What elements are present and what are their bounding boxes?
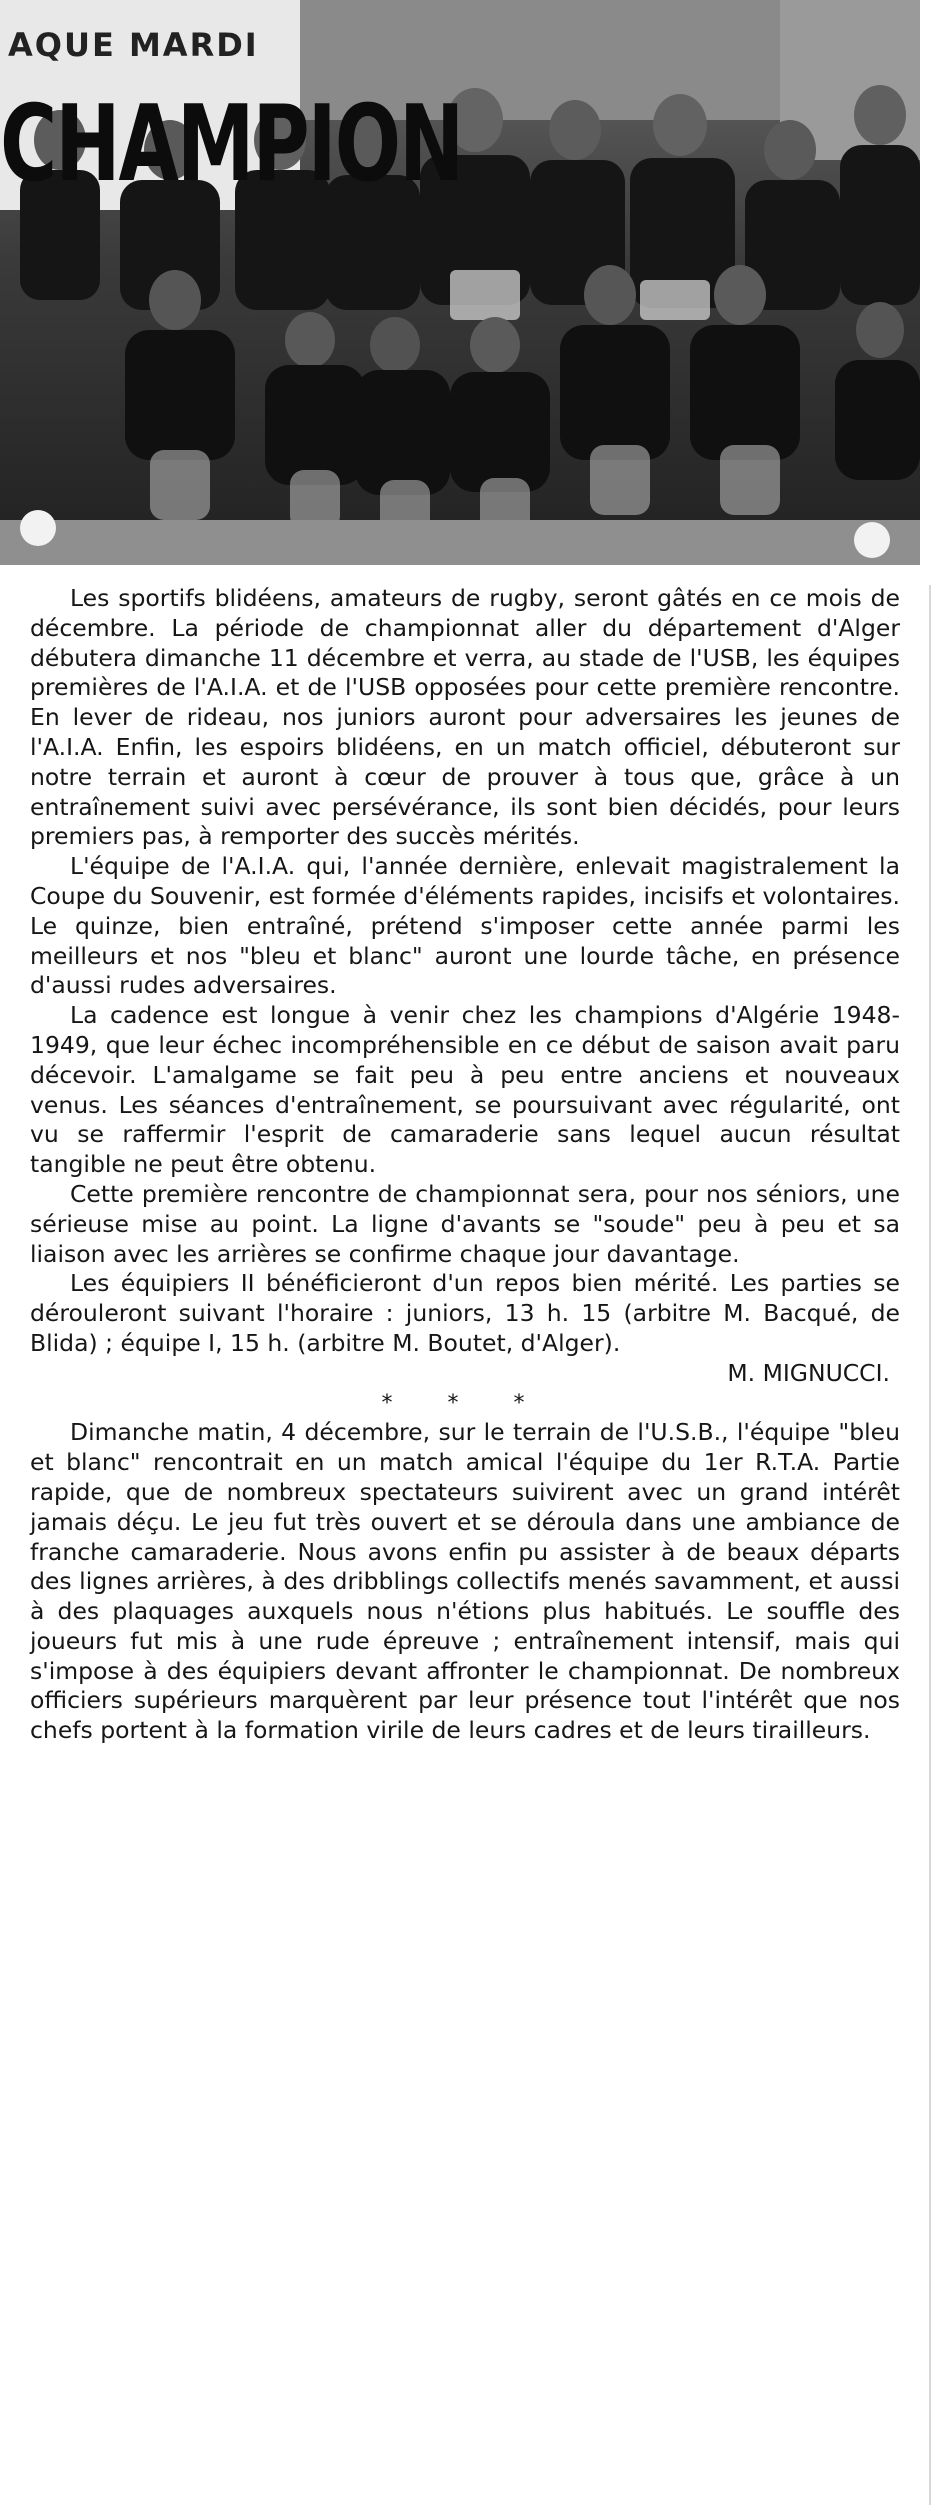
paragraph-3: La cadence est longue à venir chez les champions d'Algérie 1948-1949, que leur échec incompréhensible en ce début de saison avait paru décevoir. L'amalgame se fait peu à peu entre anciens et nouveaux venus. Les séances d'entraînement, se poursuivant avec régularité, ont vu se raffermir l'esprit de camaraderie sans lequel aucun résultat tangible ne peut être obtenu.	[30, 1001, 900, 1179]
banner-top-text: AQUE MARDI	[8, 26, 259, 64]
page-edge-line	[929, 585, 931, 2505]
article-body	[30, 584, 900, 1746]
paragraph-4: Cette première rencontre de championnat sera, pour nos séniors, une sérieuse mise au point. La ligne d'avants se "soude" peu à peu et sa liaison avec les arrières se confirme chaque jour davantage.	[30, 1179, 900, 1268]
photo-banner	[0, 0, 463, 206]
author-signature: M. MIGNUCCI.	[727, 1358, 890, 1387]
paragraph-1: Les sportifs blidéens, amateurs de rugby, seront gâtés en ce mois de décembre. La période de championnat aller du département d'Alger débutera dimanche 11 décembre et verra, au stade de l'USB, les équipes premières de l'A.I.A. et de l'USB opposées pour cette première rencontre. En lever de rideau, nos juniors auront pour adversaires les jeunes de l'A.I.A. Enfin, les espoirs blidéens, en un match officiel, débuteront sur notre terrain et auront à cœur de prouver à tous que, grâce à un entraînement suivi avec persévérance, ils sont bien décidés, pour leurs premiers pas, à remporter des succès mérités.	[30, 584, 900, 851]
section-separator: * * *	[381, 1390, 549, 1416]
team-photo	[0, 0, 920, 580]
paragraph-2: L'équipe de l'A.I.A. qui, l'année dernière, enlevait magistralement la Coupe du Souvenir, est formée d'éléments rapides, incisifs et volontaires. Le quinze, bien entraîné, prétend s'imposer cette année parmi les meilleurs et nos "bleu et blanc" auront une lourde tâche, en présence d'aussi rudes adversaires.	[30, 852, 900, 1000]
paragraph-6: Dimanche matin, 4 décembre, sur le terrain de l'U.S.B., l'équipe "bleu et blanc" rencontrait en un match amical l'équipe du 1er R.T.A. Partie rapide, que de nombreux spectateurs suivirent avec un grand intérêt jamais déçu. Le jeu fut très ouvert et se déroula dans une ambiance de franche camaraderie. Nous avons enfin pu assister à de beaux départs des lignes arrières, à des dribblings collectifs menés savamment, et aussi à des plaquages auxquels nous n'étions plus habitués. Le souffle des joueurs fut mis à une rude épreuve ; entraînement intensif, mais qui s'impose à des équipiers devant affronter le championnat. De nombreux officiers supérieurs marquèrent par leur présence tout l'intérêt que nos chefs portent à la formation virile de leurs cadres et de leurs tirailleurs.	[30, 1418, 900, 1745]
paragraph-5: Les équipiers II bénéficieront d'un repos bien mérité. Les parties se dérouleront suivant l'horaire : juniors, 13 h. 15 (arbitre M. Bacqué, de Blida) ; équipe I, 15 h. (arbitre M. Boutet, d'Alger).	[30, 1269, 900, 1357]
banner-main-text: CHAMPION	[0, 84, 463, 206]
